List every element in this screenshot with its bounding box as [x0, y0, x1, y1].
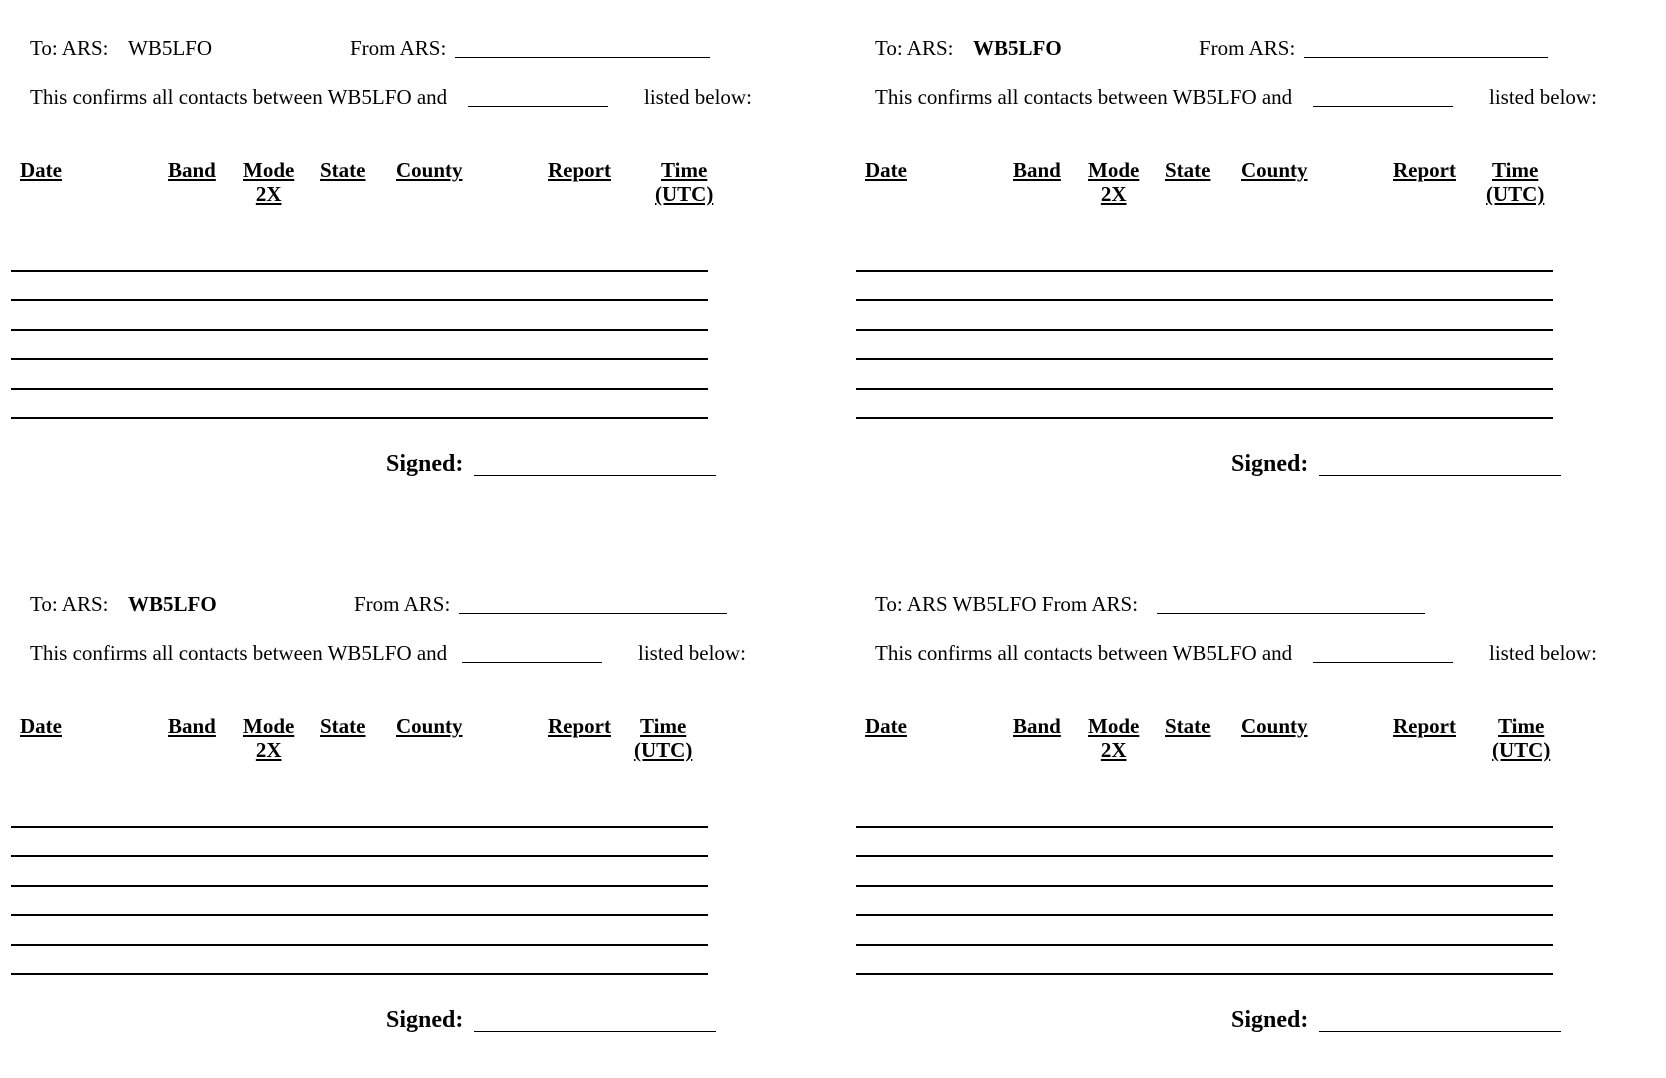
entry-line[interactable]	[856, 973, 1553, 975]
col-band-header: Band	[168, 714, 216, 738]
entry-line[interactable]	[856, 388, 1553, 390]
qsl-card-top-left	[0, 0, 780, 500]
station-blank[interactable]	[1313, 106, 1453, 107]
entry-line[interactable]	[11, 885, 708, 887]
to-from-line: To: ARS WB5LFO From ARS:	[875, 592, 1139, 616]
entry-line[interactable]	[856, 855, 1553, 857]
mode-label: Mode	[1088, 158, 1140, 182]
col-report-header: Report	[548, 158, 611, 182]
col-time-header	[1486, 158, 1544, 206]
col-date-header: Date	[865, 158, 907, 182]
signature-blank[interactable]	[474, 1031, 716, 1032]
confirm-text: This confirms all contacts between WB5LFO and	[30, 85, 448, 109]
listed-below-text: listed below:	[638, 641, 746, 665]
entry-line[interactable]	[11, 358, 708, 360]
entry-line[interactable]	[856, 358, 1553, 360]
entry-line[interactable]	[856, 417, 1553, 419]
to-ars-label: To: ARS:	[30, 592, 109, 616]
from-ars-label: From ARS:	[354, 592, 451, 616]
entry-line[interactable]	[856, 329, 1553, 331]
col-county-header: County	[396, 714, 463, 738]
col-state-header: State	[320, 158, 366, 182]
to-callsign: WB5LFO	[973, 36, 1062, 60]
confirm-text: This confirms all contacts between WB5LFO and	[875, 641, 1293, 665]
station-blank[interactable]	[1313, 662, 1453, 663]
listed-below-text: listed below:	[1489, 641, 1597, 665]
from-ars-blank[interactable]	[1157, 613, 1425, 614]
col-report-header: Report	[548, 714, 611, 738]
entry-line[interactable]	[11, 914, 708, 916]
col-state-header: State	[320, 714, 366, 738]
col-mode-header	[1088, 714, 1139, 762]
time-label: Time	[640, 714, 687, 738]
col-report-header: Report	[1393, 158, 1456, 182]
entry-line[interactable]	[11, 826, 708, 828]
signed-label: Signed:	[386, 451, 464, 477]
col-date-header: Date	[20, 158, 62, 182]
to-ars-label: To: ARS:	[875, 36, 954, 60]
mode-sub-label: 2X	[1100, 182, 1127, 206]
mode-sub-label: 2X	[255, 182, 282, 206]
col-mode-header	[243, 158, 294, 206]
col-time-header	[655, 158, 713, 206]
confirm-text: This confirms all contacts between WB5LFO and	[875, 85, 1293, 109]
qsl-card-bottom-left	[0, 556, 780, 1056]
col-state-header: State	[1165, 714, 1211, 738]
col-band-header: Band	[168, 158, 216, 182]
col-time-header	[1492, 714, 1550, 762]
entry-line[interactable]	[856, 944, 1553, 946]
entry-line[interactable]	[11, 299, 708, 301]
confirm-text: This confirms all contacts between WB5LFO and	[30, 641, 448, 665]
col-state-header: State	[1165, 158, 1211, 182]
col-report-header: Report	[1393, 714, 1456, 738]
from-ars-label: From ARS:	[350, 36, 447, 60]
mode-label: Mode	[1088, 714, 1140, 738]
time-sub-label: (UTC)	[1492, 738, 1551, 762]
station-blank[interactable]	[468, 106, 608, 107]
col-mode-header	[1088, 158, 1139, 206]
listed-below-text: listed below:	[644, 85, 752, 109]
time-label: Time	[1498, 714, 1545, 738]
col-county-header: County	[1241, 714, 1308, 738]
to-callsign: WB5LFO	[128, 36, 212, 60]
col-county-header: County	[396, 158, 463, 182]
col-date-header: Date	[865, 714, 907, 738]
from-ars-label: From ARS:	[1199, 36, 1296, 60]
entry-line[interactable]	[856, 270, 1553, 272]
mode-sub-label: 2X	[255, 738, 282, 762]
signed-label: Signed:	[1231, 451, 1309, 477]
entry-line[interactable]	[11, 973, 708, 975]
col-time-header	[634, 714, 692, 762]
to-ars-label: To: ARS:	[30, 36, 109, 60]
mode-label: Mode	[243, 714, 295, 738]
signature-blank[interactable]	[1319, 475, 1561, 476]
entry-line[interactable]	[11, 388, 708, 390]
qsl-card-top-right	[845, 0, 1625, 500]
time-sub-label: (UTC)	[1486, 182, 1545, 206]
to-callsign: WB5LFO	[128, 592, 217, 616]
time-sub-label: (UTC)	[634, 738, 693, 762]
time-sub-label: (UTC)	[655, 182, 714, 206]
time-label: Time	[1492, 158, 1539, 182]
entry-line[interactable]	[11, 944, 708, 946]
entry-line[interactable]	[11, 855, 708, 857]
entry-line[interactable]	[11, 329, 708, 331]
col-county-header: County	[1241, 158, 1308, 182]
signature-blank[interactable]	[474, 475, 716, 476]
time-label: Time	[661, 158, 708, 182]
mode-label: Mode	[243, 158, 295, 182]
from-ars-blank[interactable]	[1304, 57, 1548, 58]
entry-line[interactable]	[856, 826, 1553, 828]
entry-line[interactable]	[856, 885, 1553, 887]
entry-line[interactable]	[11, 417, 708, 419]
col-band-header: Band	[1013, 158, 1061, 182]
station-blank[interactable]	[462, 662, 602, 663]
entry-line[interactable]	[856, 914, 1553, 916]
from-ars-blank[interactable]	[459, 613, 727, 614]
signature-blank[interactable]	[1319, 1031, 1561, 1032]
qsl-card-bottom-right	[845, 556, 1625, 1056]
col-mode-header	[243, 714, 294, 762]
entry-line[interactable]	[11, 270, 708, 272]
signed-label: Signed:	[1231, 1007, 1309, 1033]
mode-sub-label: 2X	[1100, 738, 1127, 762]
signed-label: Signed:	[386, 1007, 464, 1033]
listed-below-text: listed below:	[1489, 85, 1597, 109]
col-date-header: Date	[20, 714, 62, 738]
from-ars-blank[interactable]	[455, 57, 710, 58]
col-band-header: Band	[1013, 714, 1061, 738]
entry-line[interactable]	[856, 299, 1553, 301]
